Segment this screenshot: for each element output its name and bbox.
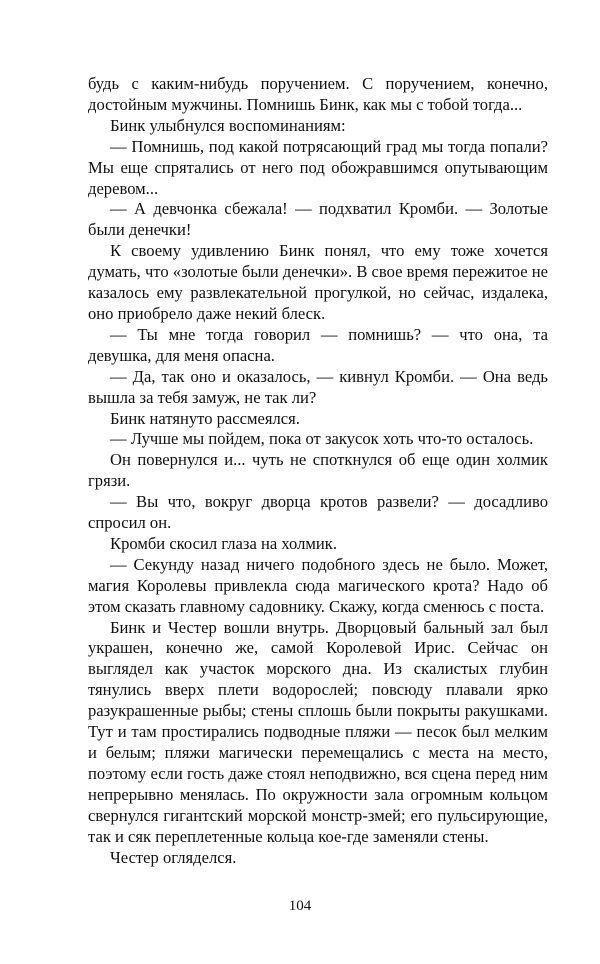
paragraph: Кромби скосил глаза на холмик.	[110, 533, 337, 553]
paragraph: — Помнишь, под какой потрясающий град мы тогда попали? Мы еще спрятались от него под обожравшимся опутывающим деревом...	[88, 136, 548, 198]
paragraph: — Лучше мы пойдем, пока от закусок хоть что-то осталось.	[110, 429, 534, 449]
paragraph: — А девчонка сбежала! — подхватил Кромби. — Золотые были денечки!	[88, 199, 548, 240]
page-text	[88, 74, 548, 868]
paragraph: Бинк улыбнулся воспоминаниям:	[110, 115, 346, 135]
page-number: 104	[288, 898, 312, 914]
paragraph: — Вы что, вокруг дворца кротов развели? — досадливо спросил он.	[88, 492, 548, 533]
paragraph: — Да, так оно и оказалось, — кивнул Кромби. — Она ведь вышла за тебя замуж, не так ли?	[88, 366, 548, 407]
paragraph: К своему удивлению Бинк понял, что ему тоже хочется думать, что «золотые были денечки». В свое время пережитое не казалось ему развлекательной прогулкой, но сейчас, издалека, оно приобрело даже некий блеск.	[88, 241, 548, 323]
paragraph: Бинк и Честер вошли внутрь. Дворцовый бальный зал был украшен, конечно же, самой Королевой Ирис. Сейчас он выглядел как участок морского дна. Из скалистых глубин тянулись вверх плети водорослей; повсюду плавали ярко разукрашенные рыбы; стены сплошь были покрыты ракушками. Тут и там простирались подводные пляжи — песок был мелким и белым; пляжи магически перемещались с места на место, поэтому если гость даже стоял неподвижно, вся сцена перед ним непрерывно менялась. По окружности зала огромным кольцом свернулся гигантский морской монстр-змей; его пульсирующие, так и сяк переплетенные кольца кое-где заменяли стены.	[88, 617, 548, 846]
paragraph: Честер огляделся.	[110, 847, 237, 867]
paragraph: будь с каким-нибудь поручением. С поручением, конечно, достойным мужчины. Помнишь Бинк, как мы с тобой тогда...	[88, 74, 548, 114]
paragraph: — Ты мне тогда говорил — помнишь? — что она, та девушка, для меня опасна.	[88, 324, 548, 365]
paragraph: — Секунду назад ничего подобного здесь не было. Может, магия Королевы привлекла сюда магического крота? Надо об этом сказать главному садовнику. Скажу, когда сменюсь с поста.	[88, 554, 548, 616]
paragraph: Он повернулся и... чуть не споткнулся об еще один холмик грязи.	[88, 450, 548, 491]
paragraph: Бинк натянуто рассмеялся.	[110, 408, 300, 428]
